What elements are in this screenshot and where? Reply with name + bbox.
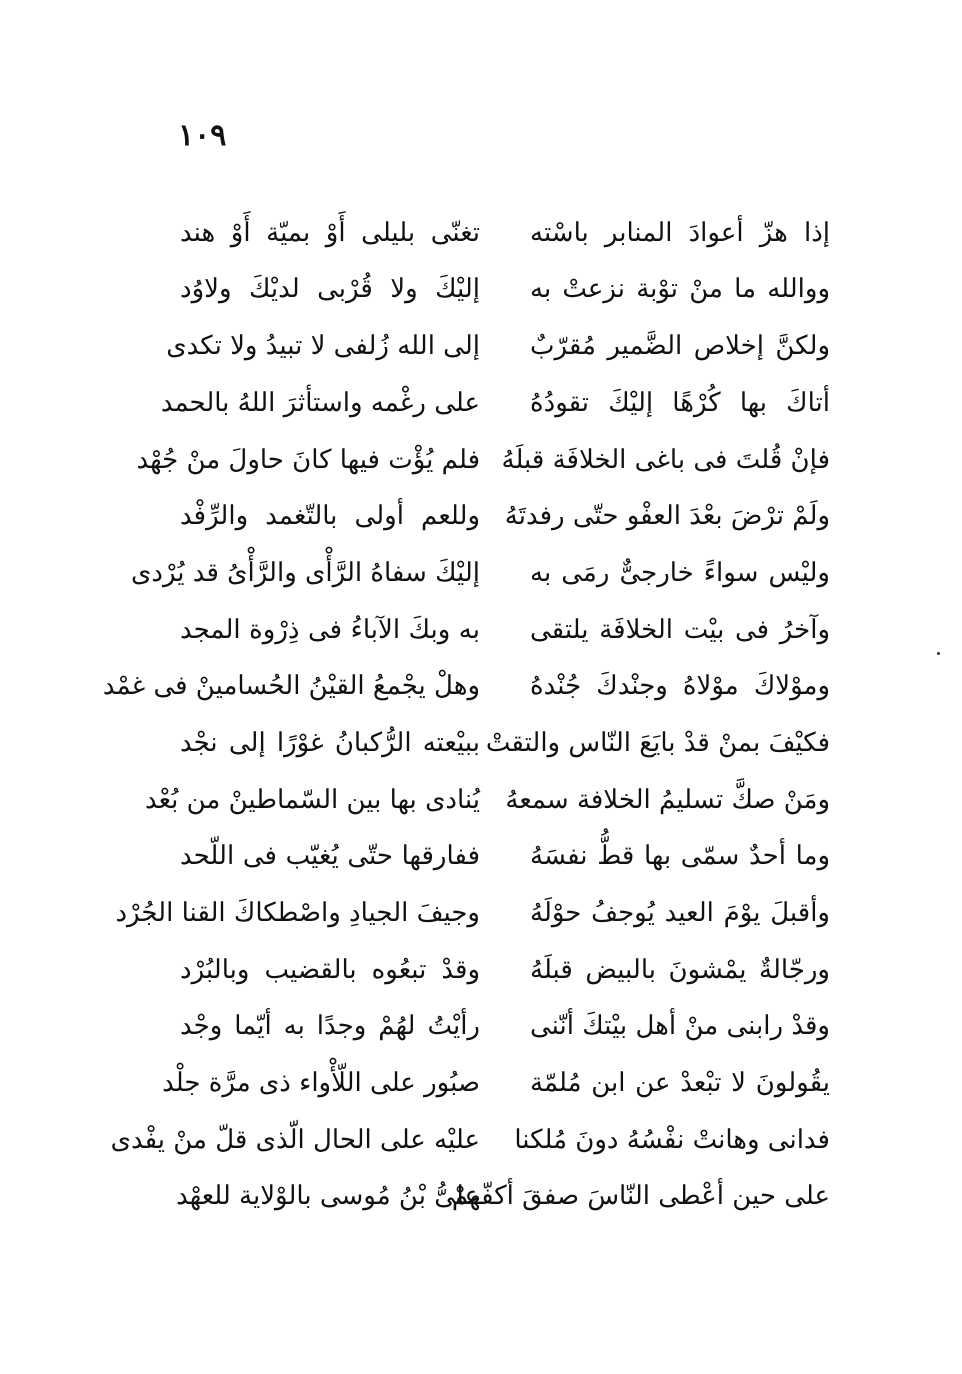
verse-first-hemistich: وأقبلَ يوْمَ العيد يُوجفُ حوْلَهُ bbox=[530, 898, 830, 928]
verse bbox=[102, 659, 830, 716]
verse-first-hemistich: ورجّالةٌ يمْشونَ بالبيض قبلَهُ bbox=[530, 954, 830, 985]
verse-second-hemistich: وجيفَ الجيادِ واصْطكاكَ القنا الجُرْد bbox=[115, 898, 480, 928]
verse bbox=[131, 545, 830, 602]
verse bbox=[136, 432, 830, 489]
verse-first-hemistich: فكيْفَ بمنْ قدْ بايَعَ النّاس والتقتْ bbox=[485, 727, 830, 758]
verse-first-hemistich: ولكنَّ إخلاص الضَّمير مُقرّبٌ bbox=[530, 331, 830, 362]
verse bbox=[160, 375, 830, 432]
ink-speck bbox=[937, 652, 940, 655]
verse-second-hemistich: على رغْمه واستأثرَ اللهُ بالحمد bbox=[160, 387, 480, 418]
verse bbox=[180, 715, 830, 772]
page-number: ١٠٩ bbox=[178, 118, 227, 153]
verse-first-hemistich: وليْس سواءً خارجىٌّ رمَى به bbox=[530, 557, 830, 588]
verse-second-hemistich: به وبكَ الآباءُ فى ذِرْوة المجد bbox=[180, 614, 480, 645]
verse bbox=[144, 772, 830, 829]
verse-first-hemistich: وما أحدٌ سمّى بها قطُّ نفسَهُ bbox=[530, 841, 830, 872]
verse-second-hemistich: تغنّى بليلى أَوْ بميّة أَوْ هند bbox=[180, 217, 480, 248]
verse bbox=[180, 602, 830, 659]
verse-first-hemistich: وآخرُ فى بيْت الخلافَة يلتقى bbox=[530, 614, 830, 645]
verse-second-hemistich: ففارقها حتّى يُغيّب فى اللّحد bbox=[180, 841, 480, 872]
verse-first-hemistich: إذا هزّ أعوادَ المنابر باسْته bbox=[530, 217, 830, 248]
verse-first-hemistich: يقُولونَ لا تبْعدْ عن ابن مُلمّة bbox=[530, 1068, 830, 1099]
verse-second-hemistich: وللعم أولى بالتّغمد والرِّفْد bbox=[180, 501, 480, 532]
poem bbox=[102, 205, 830, 1225]
verse-first-hemistich: ووالله ما منْ توْبة نزعتْ به bbox=[530, 274, 830, 305]
verse-second-hemistich: عليْه على الحال الّذى قلّ منْ يفْدى bbox=[110, 1124, 480, 1155]
verse-second-hemistich: فلم يُؤْت فيها كانَ حاولَ منْ جُهْد bbox=[136, 444, 480, 475]
verse bbox=[176, 1169, 830, 1226]
verse-second-hemistich: ببيْعته الرُّكبانُ غوْرًا إلى نجْد bbox=[180, 727, 480, 758]
verse-first-hemistich: ومَنْ صكَّ تسليمُ الخلافة سمعهُ bbox=[505, 784, 830, 815]
verse-second-hemistich: إلى الله زُلفى لا تبيدُ ولا تكدى bbox=[166, 331, 480, 362]
verse-first-hemistich: أتاكَ بها كُرْهًا إليْكَ تقودُهُ bbox=[530, 387, 830, 418]
verse bbox=[180, 488, 830, 545]
verse bbox=[180, 942, 830, 999]
verse bbox=[115, 885, 830, 942]
verse bbox=[162, 1055, 830, 1112]
verse-second-hemistich: إليْكَ سفاهُ الرَّأْى والرَّأْىُ قد يُرْدى bbox=[131, 557, 480, 588]
verse-first-hemistich: فدانى وهانتْ نفْسُهُ دونَ مُلكنا bbox=[514, 1124, 830, 1155]
verse-first-hemistich: وموْلاكَ موْلاهُ وجنْدكَ جُنْدهُ bbox=[530, 671, 830, 702]
verse-first-hemistich: ولَمْ ترْضَ بعْدَ العفْو حتّى رفدتَهُ bbox=[504, 501, 830, 532]
verse-second-hemistich: وقدْ تبعُوه بالقضيب وبالبُرْد bbox=[180, 954, 480, 985]
verse bbox=[166, 318, 830, 375]
verse-second-hemistich: إليْكَ ولا قُرْبى لديْكَ ولاوُد bbox=[180, 274, 480, 305]
verse-second-hemistich: وهلْ يجْمعُ القيْنُ الحُسامينْ فى غمْد bbox=[102, 671, 480, 702]
verse bbox=[110, 1112, 830, 1169]
verse bbox=[180, 829, 830, 886]
verse-first-hemistich: فإنْ قُلتَ فى باغى الخلافَة قبلَهُ bbox=[501, 444, 830, 475]
verse-second-hemistich: يُنادى بها بين السّماطينْ من بُعْد bbox=[144, 784, 480, 815]
verse bbox=[180, 205, 830, 262]
verse-first-hemistich: على حين أعْطى النّاسَ صفقَ أكفّهمْ bbox=[451, 1181, 830, 1212]
verse bbox=[180, 999, 830, 1056]
verse-second-hemistich: رأيْتُ لهُمْ وجدًا به أيّما وجْد bbox=[180, 1011, 480, 1042]
verse-second-hemistich: علىُّ بْنُ مُوسى بالوْلاية للعهْد bbox=[176, 1181, 480, 1212]
verse bbox=[180, 262, 830, 319]
verse-second-hemistich: صبُور على اللّأْواء ذى مرَّة جلْد bbox=[162, 1068, 480, 1099]
verse-first-hemistich: وقدْ رابنى منْ أهل بيْتكَ أنّنى bbox=[530, 1011, 830, 1042]
